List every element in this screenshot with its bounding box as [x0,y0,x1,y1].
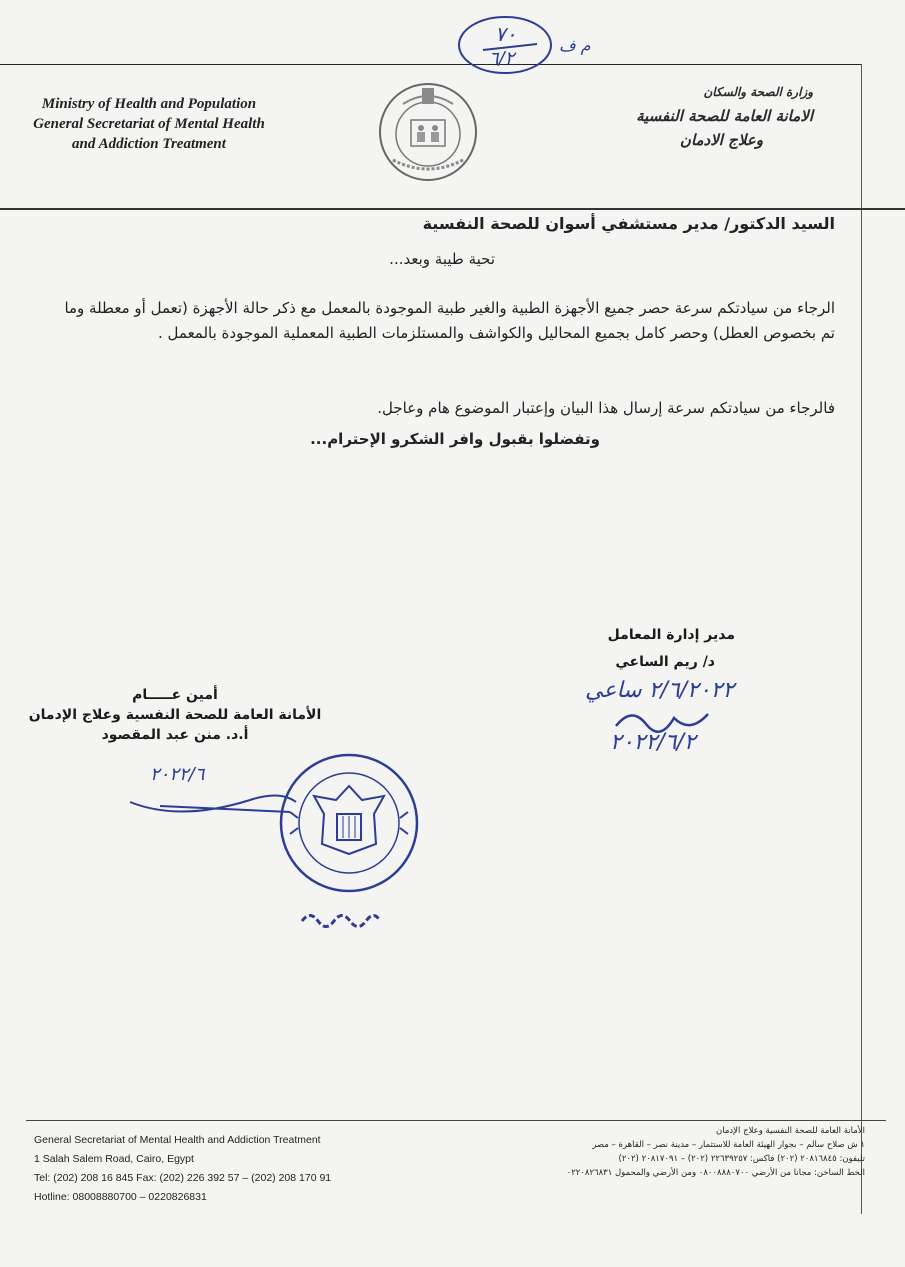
header-arabic [573,80,813,152]
lab-handwritten-date: ٢٠٢٢/٦/٢ [610,730,696,755]
eagle-seal-icon [274,752,424,894]
secretary-title: أمين عـــــام [132,687,218,703]
footer-ar-hotline: الخط الساخن: مجانا من الأرضي ٠٨٠٠٨٨٨٠٧٠٠ ومن الأرضي والمحمول ٠٢٢٠٨٢٦٨٣١ [566,1168,865,1178]
frame-right-line [861,64,862,1214]
secretary-name: أ.د. منن عبد المقصود [101,727,249,743]
footer-ar-phone: تليفون: ٢٠٨١٦٨٤٥ (٢٠٢) فاكس: ٢٢٦٣٩٢٥٧ (٢٠٢) – ٢٠٨١٧٠٩١ (٢٠٢) [618,1154,865,1164]
header-english [14,94,284,154]
letter-paragraph1: الرجاء من سيادتكم سرعة حصر جميع الأجهزة الطبية والغير طبية الموجودة بالمعمل مع ذكر حالة الأجهزة (تعمل أو معطلة وما تم بخصوص العطل) وحصر كامل بجميع المحاليل والكواشف والمستلزمات الطبية المعملية الموجودة بالمعمل . [64,299,835,342]
lab-director-name: د/ ريم الساعي [615,654,715,670]
signature-lab-director [515,622,735,676]
header-ar-line3: وعلاج الادمان [679,131,763,149]
reference-handwritten [455,10,595,80]
footer-en-address: 1 Salah Salem Road, Cairo, Egypt [34,1153,194,1165]
reference-prefix: م ف [559,36,591,55]
footer-divider [26,1120,886,1121]
lab-handwritten-note: ٢/٦/٢٠٢٢ ساعي [585,678,735,703]
header-ar-line2: الامانة العامة للصحة النفسية [636,107,813,125]
footer-ar-org: الأمانة العامة للصحة النفسية وعلاج الإدمان [716,1126,865,1136]
letter-paragraph2: فالرجاء من سيادتكم سرعة إرسال هذا البيان وإعتبار الموضوع هام وعاجل. [377,399,835,417]
header-en-line1: Ministry of Health and Population [41,96,257,112]
footer-en-org: General Secretariat of Mental Health and Addiction Treatment [34,1134,321,1146]
signature-secretary [5,685,345,745]
footer-english [34,1131,394,1207]
secretary-handwritten-date: ٢٠٢٢/٦ [150,764,205,785]
ministry-emblem-icon [373,82,483,182]
reference-date: ٦/٢ [489,48,515,69]
letter-closing: وتفضلوا بقبول وافر الشكرو الإحترام... [310,430,600,448]
footer-ar-address: ١ ش صلاح سالم – بجوار الهيئة العامة للاستثمار – مدينة نصر – القاهرة – مصر [592,1140,865,1150]
footer-arabic [385,1124,865,1180]
stamp-number-icon [296,906,384,936]
secretary-signature-scribble-icon [120,772,300,822]
reference-number: ٧٠ [495,22,517,46]
secretary-org: الأمانة العامة للصحة النفسية وعلاج الإدمان [28,707,322,723]
letter-addressee: السيد الدكتور/ مدير مستشفي أسوان للصحة النفسية [422,214,835,233]
lab-director-title: مدير إدارة المعامل [607,627,735,643]
letter-greeting: تحية طيبة وبعد... [389,250,495,268]
frame-top-line [0,64,862,65]
header-ar-line1: وزارة الصحة والسكان [703,85,813,99]
header-en-line3: and Addiction Treatment [72,136,226,152]
footer-en-hotline: Hotline: 08008880700 – 0220826831 [34,1191,207,1203]
header-divider [0,208,905,210]
header-en-line2: General Secretariat of Mental Health [33,116,265,132]
footer-en-phone: Tel: (202) 208 16 845 Fax: (202) 226 392 57 – (202) 208 170 91 [34,1172,332,1184]
